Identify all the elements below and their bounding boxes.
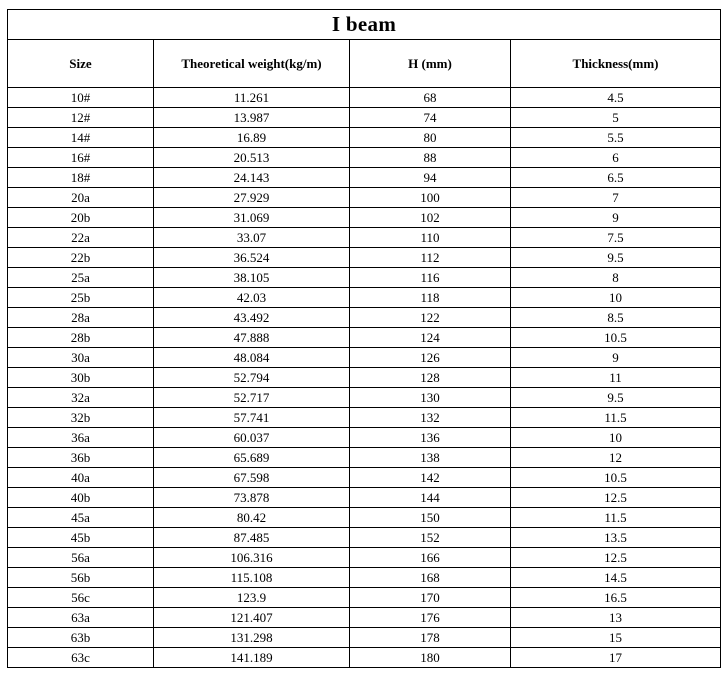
- cell-theoretical-weight: 60.037: [154, 428, 350, 448]
- cell-size: 22b: [8, 248, 154, 268]
- cell-thickness: 11.5: [511, 408, 721, 428]
- cell-h: 94: [350, 168, 511, 188]
- table-row: [8, 88, 721, 108]
- table-row: [8, 628, 721, 648]
- cell-size: 18#: [8, 168, 154, 188]
- cell-theoretical-weight: 52.794: [154, 368, 350, 388]
- cell-thickness: 16.5: [511, 588, 721, 608]
- table-row: [8, 468, 721, 488]
- table-body: [8, 88, 721, 668]
- cell-size: 14#: [8, 128, 154, 148]
- cell-thickness: 11.5: [511, 508, 721, 528]
- cell-size: 28b: [8, 328, 154, 348]
- cell-h: 110: [350, 228, 511, 248]
- cell-thickness: 12: [511, 448, 721, 468]
- cell-thickness: 13: [511, 608, 721, 628]
- cell-thickness: 9: [511, 348, 721, 368]
- cell-thickness: 14.5: [511, 568, 721, 588]
- cell-size: 40b: [8, 488, 154, 508]
- cell-theoretical-weight: 48.084: [154, 348, 350, 368]
- cell-theoretical-weight: 123.9: [154, 588, 350, 608]
- cell-theoretical-weight: 13.987: [154, 108, 350, 128]
- cell-theoretical-weight: 43.492: [154, 308, 350, 328]
- header-theoretical-weight: Theoretical weight(kg/m): [154, 40, 350, 88]
- cell-theoretical-weight: 67.598: [154, 468, 350, 488]
- cell-h: 128: [350, 368, 511, 388]
- cell-theoretical-weight: 141.189: [154, 648, 350, 668]
- cell-thickness: 5: [511, 108, 721, 128]
- cell-theoretical-weight: 24.143: [154, 168, 350, 188]
- table-title: I beam: [8, 10, 721, 40]
- cell-theoretical-weight: 11.261: [154, 88, 350, 108]
- cell-size: 56c: [8, 588, 154, 608]
- cell-h: 168: [350, 568, 511, 588]
- cell-h: 124: [350, 328, 511, 348]
- cell-thickness: 10.5: [511, 468, 721, 488]
- cell-thickness: 9.5: [511, 388, 721, 408]
- cell-size: 63c: [8, 648, 154, 668]
- cell-size: 63a: [8, 608, 154, 628]
- cell-size: 20b: [8, 208, 154, 228]
- cell-h: 144: [350, 488, 511, 508]
- cell-size: 12#: [8, 108, 154, 128]
- cell-theoretical-weight: 20.513: [154, 148, 350, 168]
- cell-thickness: 4.5: [511, 88, 721, 108]
- cell-theoretical-weight: 57.741: [154, 408, 350, 428]
- cell-h: 176: [350, 608, 511, 628]
- table-row: [8, 528, 721, 548]
- cell-h: 68: [350, 88, 511, 108]
- cell-size: 56a: [8, 548, 154, 568]
- cell-h: 152: [350, 528, 511, 548]
- cell-thickness: 6: [511, 148, 721, 168]
- cell-size: 45b: [8, 528, 154, 548]
- cell-h: 170: [350, 588, 511, 608]
- cell-h: 126: [350, 348, 511, 368]
- cell-theoretical-weight: 115.108: [154, 568, 350, 588]
- header-thickness: Thickness(mm): [511, 40, 721, 88]
- cell-h: 180: [350, 648, 511, 668]
- table-row: [8, 368, 721, 388]
- cell-theoretical-weight: 31.069: [154, 208, 350, 228]
- cell-h: 130: [350, 388, 511, 408]
- table-row: [8, 568, 721, 588]
- i-beam-table: [7, 9, 721, 668]
- table-row: [8, 508, 721, 528]
- table-row: [8, 268, 721, 288]
- table-row: [8, 608, 721, 628]
- cell-h: 116: [350, 268, 511, 288]
- cell-thickness: 17: [511, 648, 721, 668]
- cell-h: 74: [350, 108, 511, 128]
- table-row: [8, 208, 721, 228]
- cell-theoretical-weight: 106.316: [154, 548, 350, 568]
- cell-theoretical-weight: 87.485: [154, 528, 350, 548]
- cell-thickness: 8.5: [511, 308, 721, 328]
- table-row: [8, 308, 721, 328]
- cell-theoretical-weight: 27.929: [154, 188, 350, 208]
- cell-theoretical-weight: 33.07: [154, 228, 350, 248]
- cell-theoretical-weight: 80.42: [154, 508, 350, 528]
- cell-thickness: 9: [511, 208, 721, 228]
- cell-size: 25a: [8, 268, 154, 288]
- cell-h: 178: [350, 628, 511, 648]
- table-row: [8, 488, 721, 508]
- cell-h: 100: [350, 188, 511, 208]
- cell-thickness: 12.5: [511, 488, 721, 508]
- table-row: [8, 228, 721, 248]
- cell-h: 136: [350, 428, 511, 448]
- cell-size: 10#: [8, 88, 154, 108]
- table-row: [8, 288, 721, 308]
- cell-theoretical-weight: 38.105: [154, 268, 350, 288]
- cell-h: 112: [350, 248, 511, 268]
- cell-thickness: 8: [511, 268, 721, 288]
- cell-thickness: 7.5: [511, 228, 721, 248]
- table-row: [8, 248, 721, 268]
- cell-h: 102: [350, 208, 511, 228]
- cell-size: 36b: [8, 448, 154, 468]
- table-row: [8, 108, 721, 128]
- cell-size: 22a: [8, 228, 154, 248]
- cell-thickness: 10: [511, 428, 721, 448]
- cell-thickness: 15: [511, 628, 721, 648]
- cell-theoretical-weight: 52.717: [154, 388, 350, 408]
- cell-thickness: 11: [511, 368, 721, 388]
- table-row: [8, 428, 721, 448]
- cell-theoretical-weight: 65.689: [154, 448, 350, 468]
- cell-thickness: 5.5: [511, 128, 721, 148]
- cell-theoretical-weight: 131.298: [154, 628, 350, 648]
- cell-thickness: 7: [511, 188, 721, 208]
- cell-thickness: 10.5: [511, 328, 721, 348]
- cell-theoretical-weight: 36.524: [154, 248, 350, 268]
- cell-h: 88: [350, 148, 511, 168]
- cell-size: 36a: [8, 428, 154, 448]
- table-row: [8, 388, 721, 408]
- cell-h: 80: [350, 128, 511, 148]
- table-row: [8, 128, 721, 148]
- header-h: H (mm): [350, 40, 511, 88]
- cell-h: 166: [350, 548, 511, 568]
- cell-size: 32a: [8, 388, 154, 408]
- table-row: [8, 588, 721, 608]
- table-row: [8, 348, 721, 368]
- table-row: [8, 408, 721, 428]
- table-row: [8, 168, 721, 188]
- cell-thickness: 13.5: [511, 528, 721, 548]
- table-row: [8, 328, 721, 348]
- cell-size: 25b: [8, 288, 154, 308]
- cell-thickness: 9.5: [511, 248, 721, 268]
- table-row: [8, 648, 721, 668]
- cell-size: 63b: [8, 628, 154, 648]
- cell-theoretical-weight: 121.407: [154, 608, 350, 628]
- i-beam-sheet: [7, 9, 720, 668]
- cell-size: 28a: [8, 308, 154, 328]
- cell-h: 118: [350, 288, 511, 308]
- cell-size: 32b: [8, 408, 154, 428]
- header-row: [8, 40, 721, 88]
- cell-size: 40a: [8, 468, 154, 488]
- table-row: [8, 188, 721, 208]
- cell-size: 45a: [8, 508, 154, 528]
- cell-h: 132: [350, 408, 511, 428]
- cell-size: 30b: [8, 368, 154, 388]
- table-row: [8, 448, 721, 468]
- cell-thickness: 12.5: [511, 548, 721, 568]
- cell-size: 30a: [8, 348, 154, 368]
- title-row: [8, 10, 721, 40]
- cell-theoretical-weight: 42.03: [154, 288, 350, 308]
- cell-h: 142: [350, 468, 511, 488]
- cell-h: 138: [350, 448, 511, 468]
- table-row: [8, 548, 721, 568]
- cell-thickness: 6.5: [511, 168, 721, 188]
- table-row: [8, 148, 721, 168]
- cell-theoretical-weight: 73.878: [154, 488, 350, 508]
- cell-size: 20a: [8, 188, 154, 208]
- cell-theoretical-weight: 47.888: [154, 328, 350, 348]
- cell-size: 56b: [8, 568, 154, 588]
- cell-h: 150: [350, 508, 511, 528]
- cell-theoretical-weight: 16.89: [154, 128, 350, 148]
- cell-h: 122: [350, 308, 511, 328]
- cell-thickness: 10: [511, 288, 721, 308]
- header-size: Size: [8, 40, 154, 88]
- cell-size: 16#: [8, 148, 154, 168]
